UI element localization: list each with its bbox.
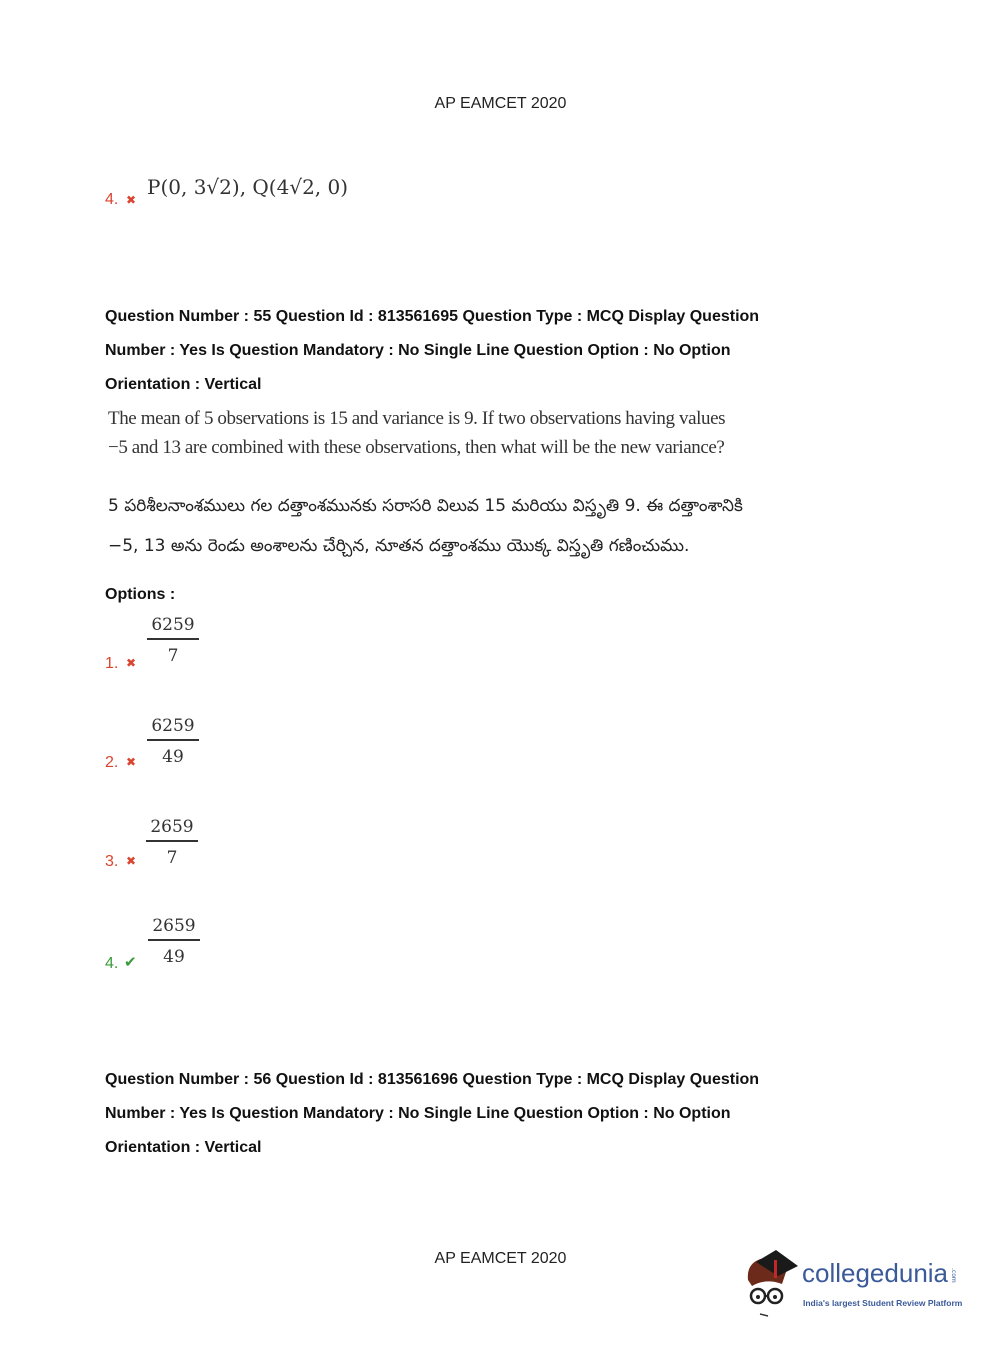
option-3-number: 3. xyxy=(105,853,119,870)
meta-line: Question Number : 55 Question Id : 813561695 Question Type : MCQ Display Question xyxy=(105,308,760,325)
option-1-number: 1. xyxy=(105,655,119,672)
question-56-meta xyxy=(105,1063,759,1165)
numerator: 2659 xyxy=(148,916,200,941)
question-55-meta xyxy=(105,300,759,402)
option-1-fraction[interactable] xyxy=(147,615,199,666)
page-header: AP EAMCET 2020 xyxy=(434,95,567,112)
question-55-english xyxy=(108,404,725,462)
numerator: 2659 xyxy=(146,817,198,842)
question-55-telugu xyxy=(108,486,743,566)
question-line: 5 పరిశీలనాంశములు గల దత్తాంశమునకు సరాసరి విలువ 15 మరియు విస్తృతి 9. ఈ దత్తాంశానికి xyxy=(108,496,743,516)
question-line: −5 and 13 are combined with these observations, then what will be the new variance? xyxy=(108,437,725,458)
option-2-number: 2. xyxy=(105,754,119,771)
logo-wordmark: collegedunia xyxy=(802,1258,949,1288)
mascot-icon xyxy=(742,1250,802,1320)
cross-icon: ✖ xyxy=(126,656,137,670)
cross-icon: ✖ xyxy=(126,193,137,207)
numerator: 6259 xyxy=(147,615,199,640)
collegedunia-logo xyxy=(742,1250,982,1320)
meta-line: Orientation : Vertical xyxy=(105,1139,262,1156)
cross-icon: ✖ xyxy=(126,854,137,868)
denominator: 7 xyxy=(167,646,179,666)
option-4-fraction[interactable] xyxy=(148,916,200,967)
meta-line: Number : Yes Is Question Mandatory : No Single Line Question Option : No Option xyxy=(105,342,731,359)
logo-wordmark-row xyxy=(802,1258,957,1289)
prev-option-text: P(0, 3√2), Q(4√2, 0) xyxy=(147,175,349,199)
meta-line: Number : Yes Is Question Mandatory : No Single Line Question Option : No Option xyxy=(105,1105,731,1122)
prev-option-number: 4. xyxy=(105,191,119,208)
logo-tagline: India's largest Student Review Platform xyxy=(803,1298,963,1308)
meta-line: Orientation : Vertical xyxy=(105,376,262,393)
option-2-fraction[interactable] xyxy=(147,716,199,767)
question-line: The mean of 5 observations is 15 and variance is 9. If two observations having values xyxy=(108,408,726,429)
question-line: −5, 13 అను రెండు అంశాలను చేర్చిన, నూతన దత్తాంశము యొక్క విస్తృతి గణించుము. xyxy=(108,536,690,556)
check-icon: ✔ xyxy=(124,953,137,971)
option-4-number: 4. xyxy=(105,955,119,972)
page-footer: AP EAMCET 2020 xyxy=(434,1250,567,1267)
meta-line: Question Number : 56 Question Id : 813561696 Question Type : MCQ Display Question xyxy=(105,1071,760,1088)
denominator: 49 xyxy=(163,947,185,967)
numerator: 6259 xyxy=(147,716,199,741)
option-3-fraction[interactable] xyxy=(146,817,198,868)
cross-icon: ✖ xyxy=(126,755,137,769)
denominator: 49 xyxy=(162,747,184,767)
denominator: 7 xyxy=(166,848,178,868)
options-label: Options : xyxy=(105,586,176,603)
logo-suffix: .com xyxy=(950,1268,958,1283)
